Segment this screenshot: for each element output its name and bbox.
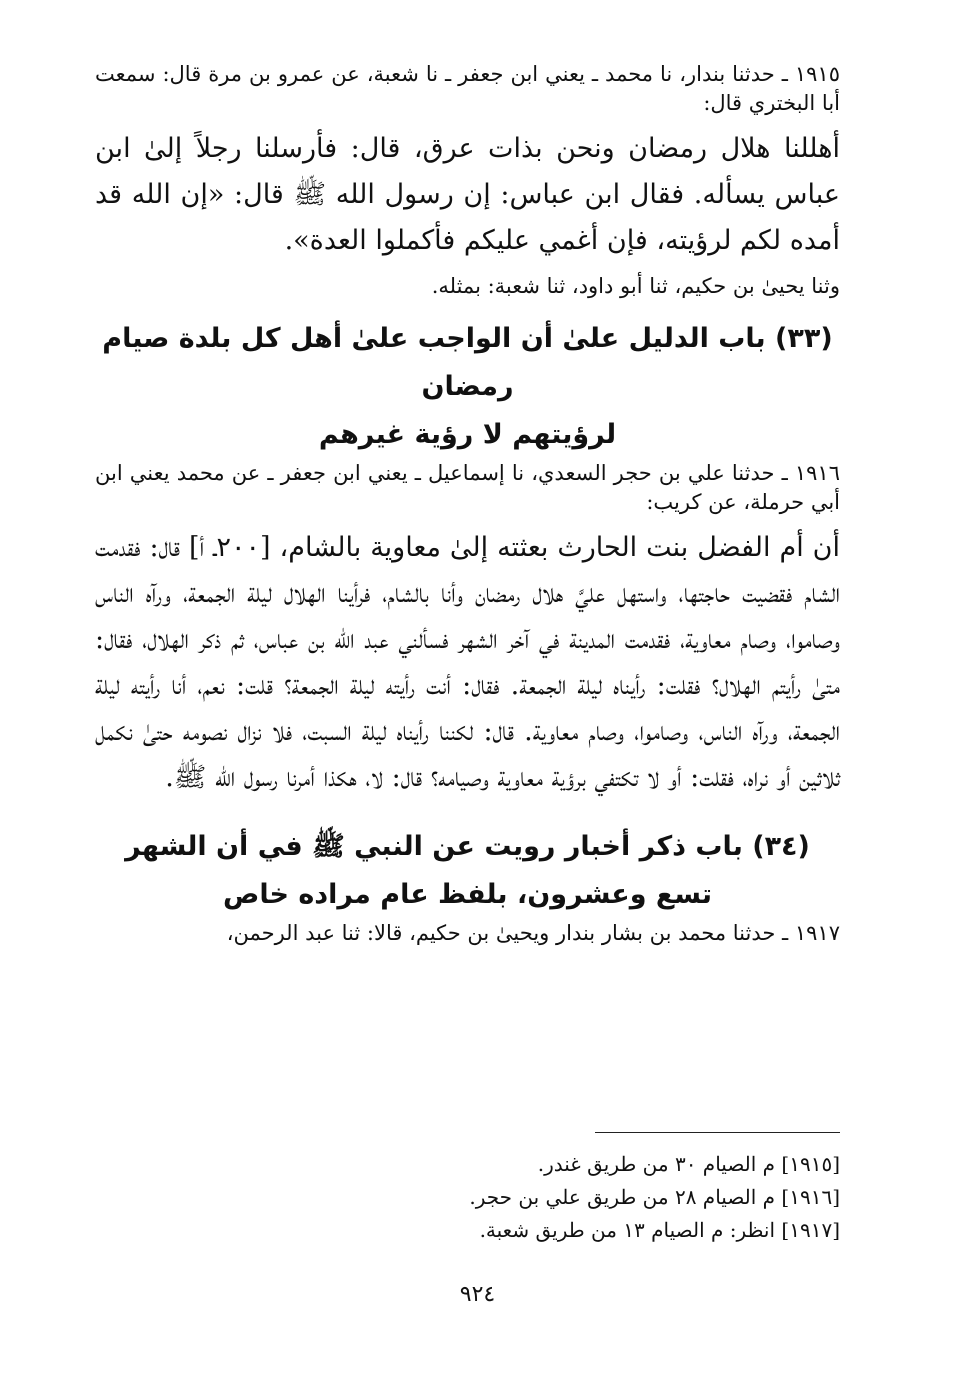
chapter-33-title-cont: لرؤيتهم لا رؤية غيرهم	[318, 419, 617, 450]
hadith-1915-tail: وثنا يحيىٰ بن حكيم، ثنا أبو داود، ثنا شعبة: بمثله.	[431, 274, 840, 298]
hadith-1915-isnad: ١٩١٥ ـ حدثنا بندار، نا محمد ـ يعني ابن جعفر ـ نا شعبة، عن عمرو بن مرة قال: سمعت أبا البختري قال:	[95, 62, 840, 115]
chapter-33-heading	[95, 315, 840, 459]
hadith-1916-isnad: ١٩١٦ ـ حدثنا علي بن حجر السعدي، نا إسماعيل ـ يعني ابن جعفر ـ عن محمد يعني ابن أبي حرملة، عن كريب:	[95, 461, 840, 514]
footnote-1915: [١٩١٥] م الصيام ٣٠ من طريق غندر.	[537, 1152, 840, 1176]
footnote-1916: [١٩١٦] م الصيام ٢٨ من طريق علي بن حجر.	[469, 1185, 840, 1209]
footnote-1917: [١٩١٧] انظر: م الصيام ١٣ من طريق شعبة.	[479, 1218, 840, 1242]
chapter-34-title-cont: تسع وعشرون، بلفظ عام مراده خاص	[223, 879, 712, 910]
footnotes	[95, 1148, 840, 1247]
hadith-1916-matn: أن أم الفضل بنت الحارث بعثته إلىٰ معاوية بالشام، [٢٠٠ـ أ] قال: فقدمت الشام فقضيت حاجتها، واستهل عليَّ هلال رمضان وأنا بالشام، فرأينا الهلال ليلة الجمعة، ورآه الناس وصاموا، وصام معاوية، فقدمت المدينة في آخر الشهر فسألني عبد الله بن عباس، ثم ذكر الهلال، فقال: متىٰ رأيتم الهلال؟ فقلت: رأيناه ليلة الجمعة. فقال: أنت رأيته ليلة الجمعة؟ قلت: نعم، أنا رأيته ليلة الجمعة، ورآه الناس، وصاموا، وصام معاوية. قال: لكننا رأيناه ليلة السبت، فلا نزال نصومه حتىٰ نكمل ثلاثين أو نراه، فقلت: أو لا تكتفي برؤية معاوية وصيامه؟ قال: لا، هكذا أمرنا رسول الله ﷺ.	[95, 532, 840, 793]
chapter-34-heading	[95, 823, 840, 919]
page-body	[95, 60, 840, 948]
footnote-divider	[595, 1132, 840, 1133]
hadith-1915-matn: أهللنا هلال رمضان ونحن بذات عرق، قال: فأرسلنا رجلاً إلىٰ ابن عباس يسأله. فقال ابن عباس: إن رسول الله ﷺ قال: «إن الله قد أمده لكم لرؤيته، فإن أغمي عليكم فأكملوا العدة».	[95, 133, 840, 256]
chapter-33-title: (٣٣) باب الدليل علىٰ أن الواجب علىٰ أهل كل بلدة صيام رمضان	[102, 323, 833, 402]
chapter-34-title: (٣٤) باب ذكر أخبار رويت عن النبي ﷺ في أن الشهر	[125, 831, 810, 862]
hadith-1917-isnad: ١٩١٧ ـ حدثنا محمد بن بشار بندار ويحيىٰ بن حكيم، قالا: ثنا عبد الرحمن،	[226, 921, 840, 945]
page-number: ٩٢٤	[459, 1282, 496, 1307]
